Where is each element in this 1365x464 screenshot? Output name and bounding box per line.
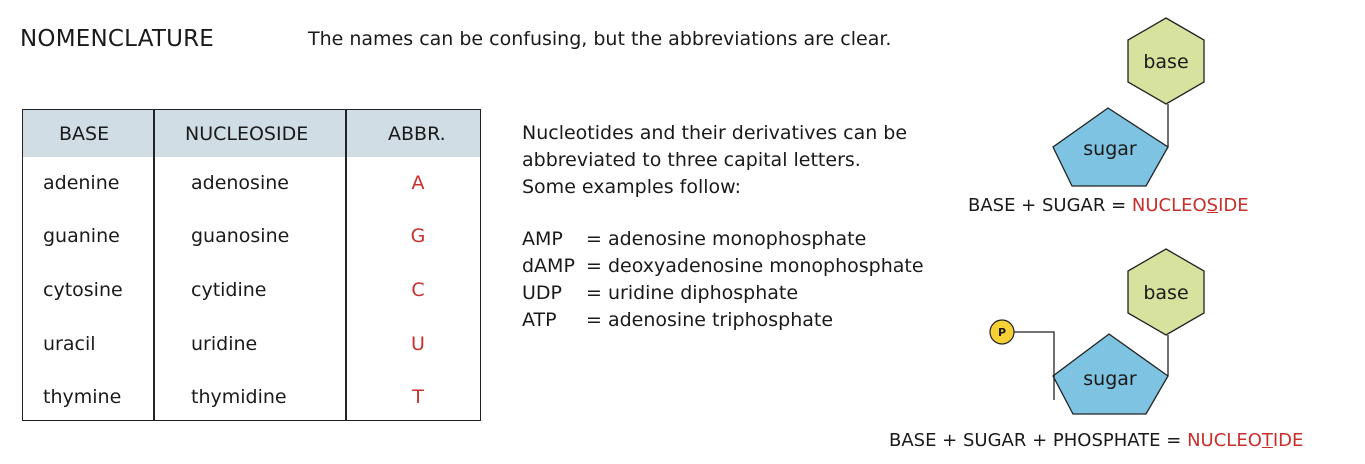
sugar-label: sugar xyxy=(1083,368,1137,390)
term-part: NUCLEO xyxy=(1187,430,1262,451)
example-meaning: = uridine diphosphate xyxy=(586,282,799,304)
header-base: BASE xyxy=(59,123,110,145)
nucleoside-cell: adenosine xyxy=(191,172,289,194)
phosphate-bond xyxy=(1014,332,1054,400)
base-label: base xyxy=(1143,282,1189,304)
term-part: IDE xyxy=(1218,195,1249,216)
abbr-cell: C xyxy=(411,279,425,301)
nucleotide-term xyxy=(1187,430,1303,451)
header-nucleoside: NUCLEOSIDE xyxy=(185,123,309,145)
abbr-cell: G xyxy=(410,225,426,247)
nucleoside-cell: thymidine xyxy=(191,386,287,408)
page-subtitle: The names can be confusing, but the abbreviations are clear. xyxy=(308,28,892,50)
description-line: Some examples follow: xyxy=(522,176,742,198)
term-part: NUCLEO xyxy=(1131,195,1207,216)
base-cell: guanine xyxy=(43,225,120,247)
term-underlined-letter: T xyxy=(1261,430,1273,451)
sugar-label: sugar xyxy=(1083,138,1137,160)
phosphate-label: P xyxy=(997,326,1007,339)
header-abbr: ABBR. xyxy=(388,123,446,145)
term-underlined-letter: S xyxy=(1206,195,1219,216)
nucleoside-cell: guanosine xyxy=(191,225,290,247)
nucleoside-cell: cytidine xyxy=(191,279,267,301)
nucleoside-equation xyxy=(968,195,1249,216)
base-cell: thymine xyxy=(43,386,122,408)
nucleotide-equation xyxy=(889,430,1303,451)
term-part: IDE xyxy=(1272,430,1304,451)
abbr-cell: T xyxy=(412,386,424,408)
base-cell: uracil xyxy=(43,333,96,355)
equation-prefix: BASE + SUGAR + PHOSPHATE = xyxy=(889,430,1188,451)
equation-prefix: BASE + SUGAR = xyxy=(968,195,1132,216)
example-abbr: ATP xyxy=(522,309,557,331)
example-abbr: UDP xyxy=(522,282,562,304)
example-abbr: AMP xyxy=(522,228,563,250)
nucleoside-term xyxy=(1132,195,1249,216)
abbr-cell: U xyxy=(411,333,425,355)
abbr-cell: A xyxy=(411,172,425,194)
description-line: Nucleotides and their derivatives can be xyxy=(522,122,908,144)
page-title: NOMENCLATURE xyxy=(20,26,215,52)
description-line: abbreviated to three capital letters. xyxy=(522,149,861,171)
example-meaning: = adenosine monophosphate xyxy=(586,228,867,250)
example-meaning: = adenosine triphosphate xyxy=(586,309,834,331)
base-label: base xyxy=(1143,51,1189,73)
base-cell: adenine xyxy=(43,172,120,194)
base-cell: cytosine xyxy=(43,279,123,301)
example-meaning: = deoxyadenosine monophosphate xyxy=(586,255,924,277)
example-abbr: dAMP xyxy=(522,255,575,277)
nucleoside-cell: uridine xyxy=(191,333,258,355)
